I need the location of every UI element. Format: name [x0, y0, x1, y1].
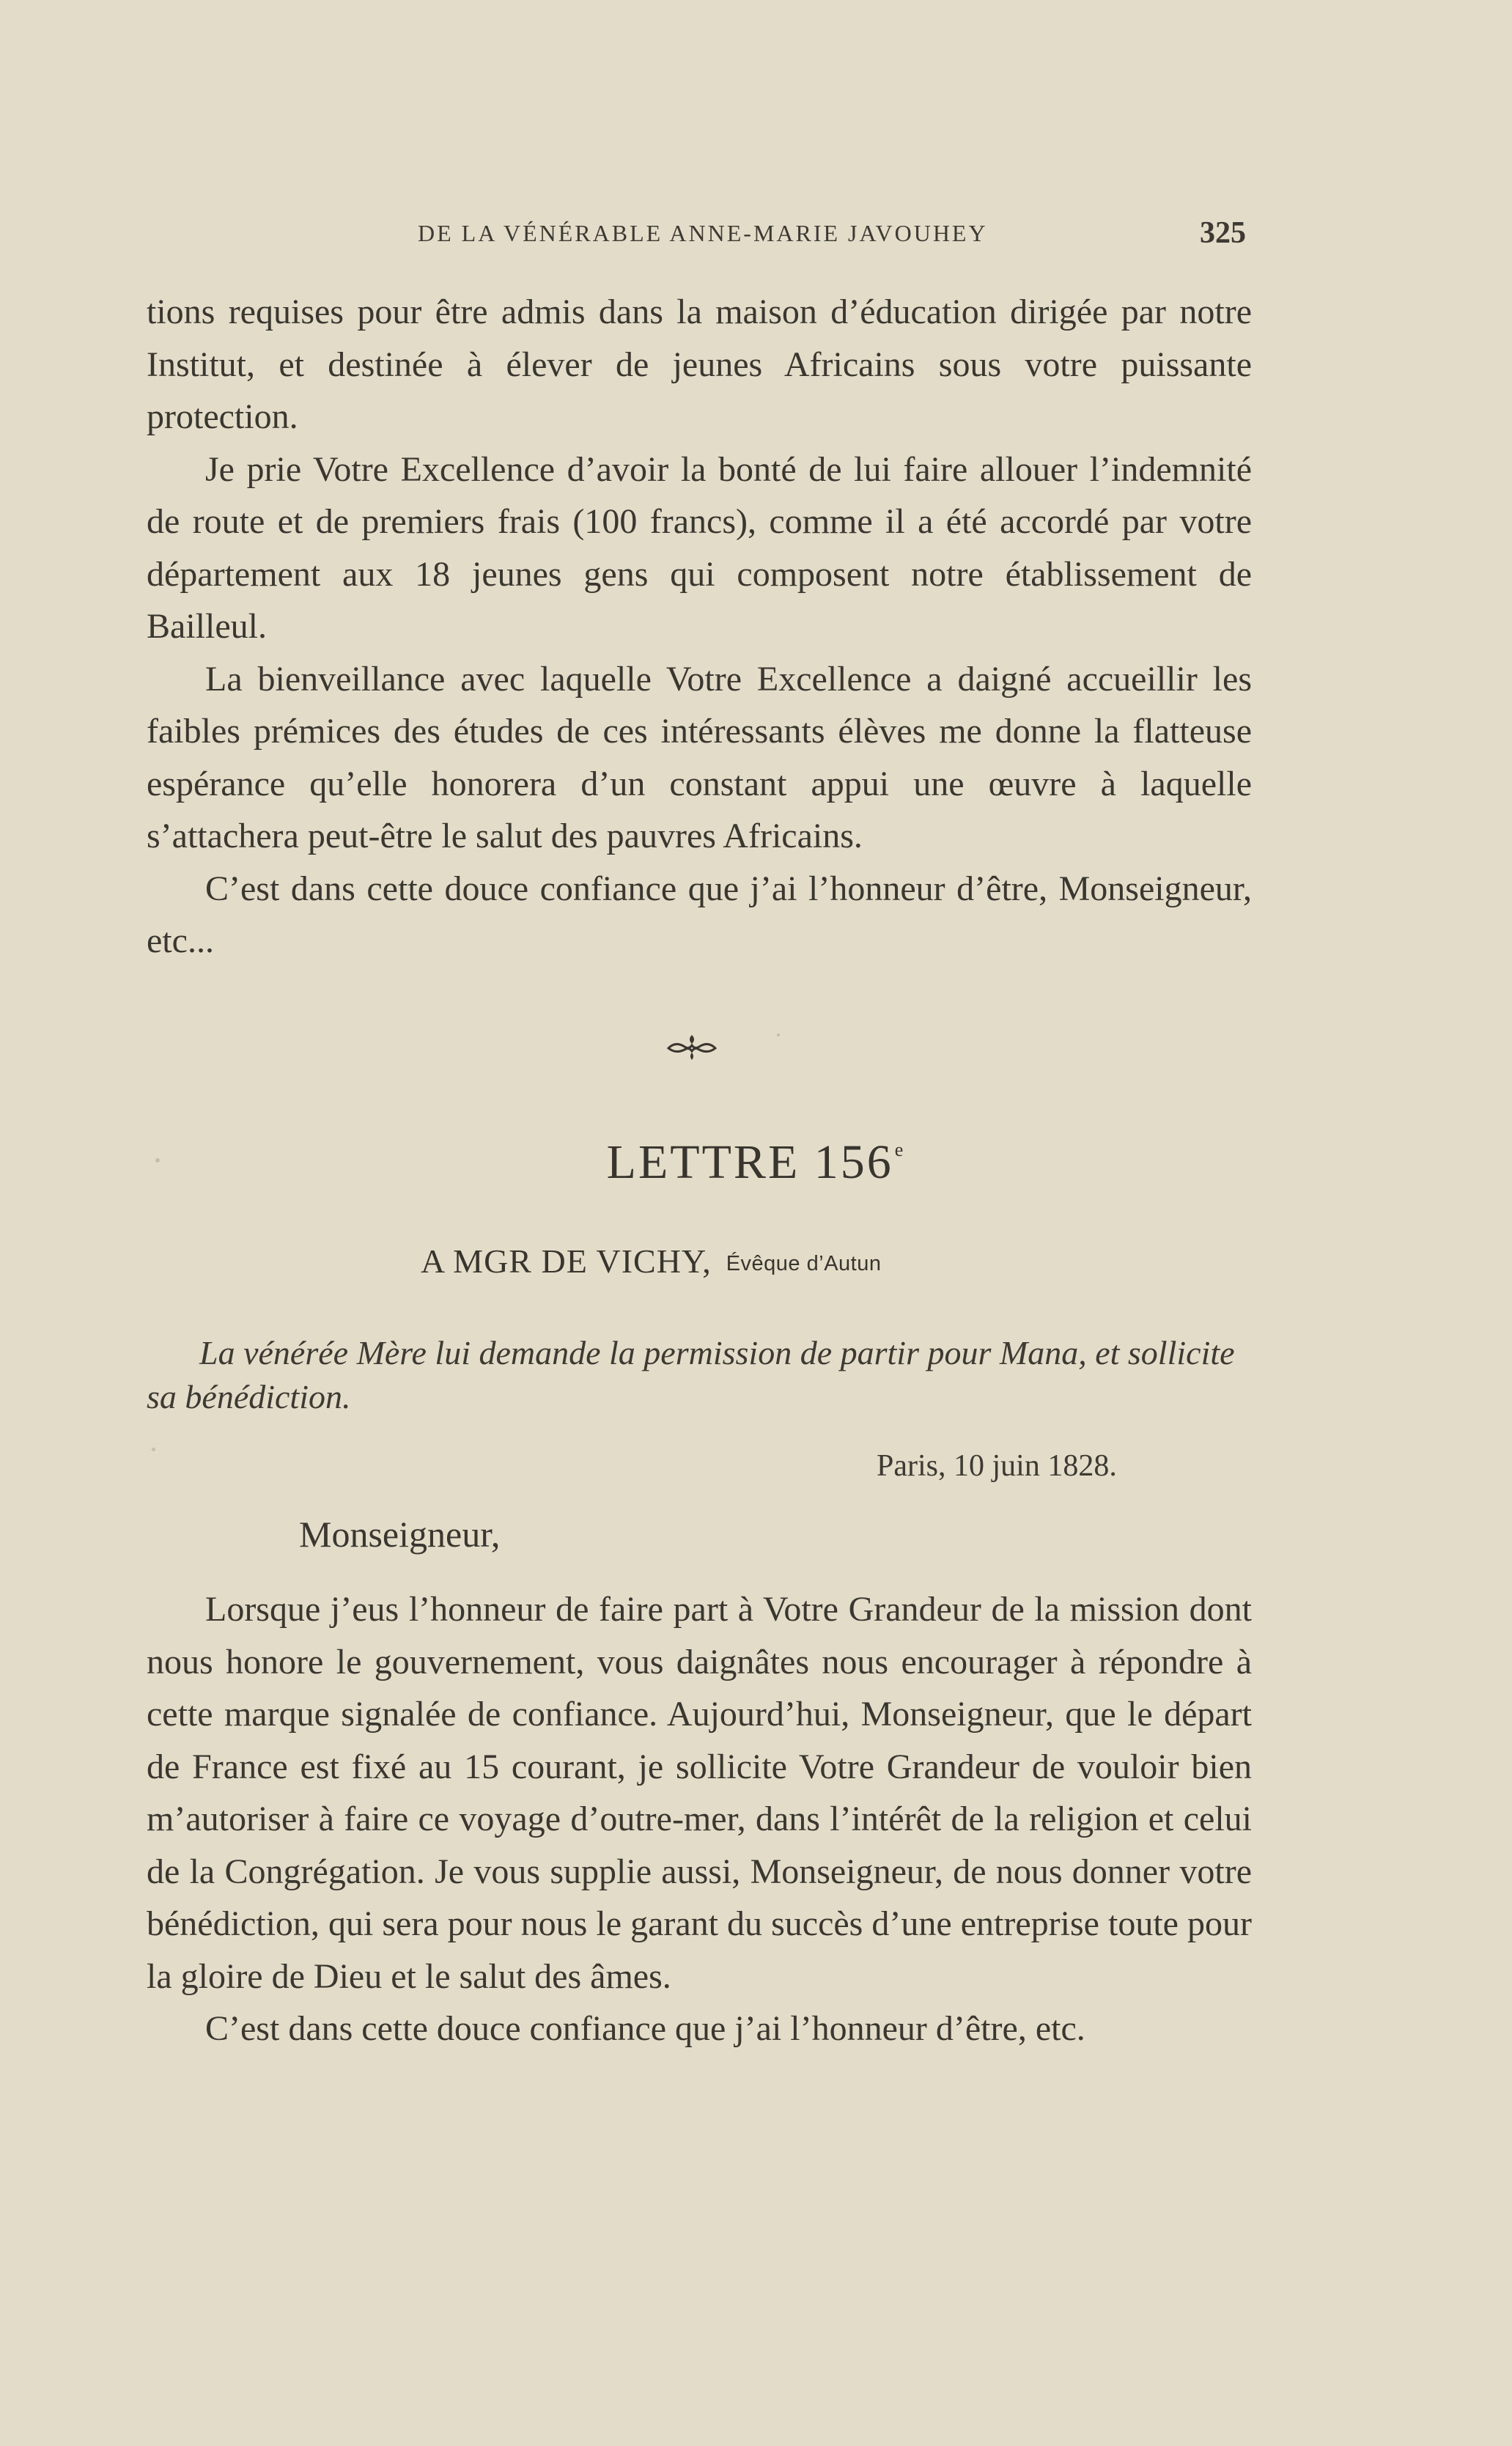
- fleuron-ornament-icon: [665, 1032, 718, 1061]
- running-title: DE LA VÉNÉRABLE ANNE-MARIE JAVOUHEY: [418, 220, 988, 246]
- letter-number: LETTRE 156: [606, 1135, 893, 1189]
- closing-paragraph: C’est dans cette douce confiance que j’ai l’honneur d’être, Monseigneur, etc...: [147, 869, 1252, 960]
- paper-speck: [152, 1448, 155, 1451]
- closing-paragraph: C’est dans cette douce confiance que j’ai l’honneur d’être, etc.: [205, 2009, 1085, 2048]
- paragraph: tions requises pour être admis dans la maison d’éducation dirigée par notre Institut, et destinée à élever de jeunes Africains sous votre puissante protection.: [147, 292, 1252, 436]
- place-date: Paris, 10 juin 1828.: [877, 1449, 1117, 1483]
- ordinal-suffix: e: [894, 1139, 906, 1160]
- paragraph: La bienveillance avec laquelle Votre Excellence a daigné accueillir les faibles prémices des études de ces intéressants élèves me donne la flatteuse espérance qu’elle honorera d’un constant appui une œuvre à laquelle s’attachera peut-être le salut des pauvres Africains.: [147, 659, 1252, 855]
- salutation: Monseigneur,: [299, 1514, 501, 1555]
- paragraph: Je prie Votre Excellence d’avoir la bonté de lui faire allouer l’indemnité de route et de premiers frais (100 francs), comme il a été accordé par votre département aux 18 jeunes gens qui composent notre établissement de Bailleul.: [147, 449, 1252, 646]
- letter-title: [0, 1135, 1512, 1190]
- paper-speck: [155, 1158, 160, 1163]
- paragraph: Lorsque j’eus l’honneur de faire part à Votre Grandeur de la mission dont nous honore le gouvernement, vous daignâtes nous encourager à répondre à cette marque signalée de confiance. Aujourd’hui, Monseigneur, que le départ de France est fixé au 15 courant, je sollicite Votre Grandeur de vouloir bien m’autoriser à faire ce voyage d’outre-mer, dans l’intérêt de la religion et celui de la Congrégation. Je vous supplie aussi, Monseigneur, de nous donner votre bénédiction, qui sera pour nous le garant du succès d’une entreprise toute pour la gloire de Dieu et le salut des âmes.: [147, 1590, 1252, 1996]
- recipient-office: Évêque d’Autun: [726, 1252, 882, 1275]
- continued-letter-text: [147, 286, 1252, 968]
- letter-body: [147, 1583, 1252, 2055]
- letter-summary: La vénérée Mère lui demande la permission de partir pour Mana, et sollicite sa bénédiction.: [147, 1334, 1235, 1415]
- page-number: 325: [1200, 216, 1246, 250]
- recipient-name: A MGR DE VICHY,: [421, 1242, 712, 1280]
- letter-recipient: [421, 1242, 881, 1281]
- paper-speck: [777, 1034, 780, 1036]
